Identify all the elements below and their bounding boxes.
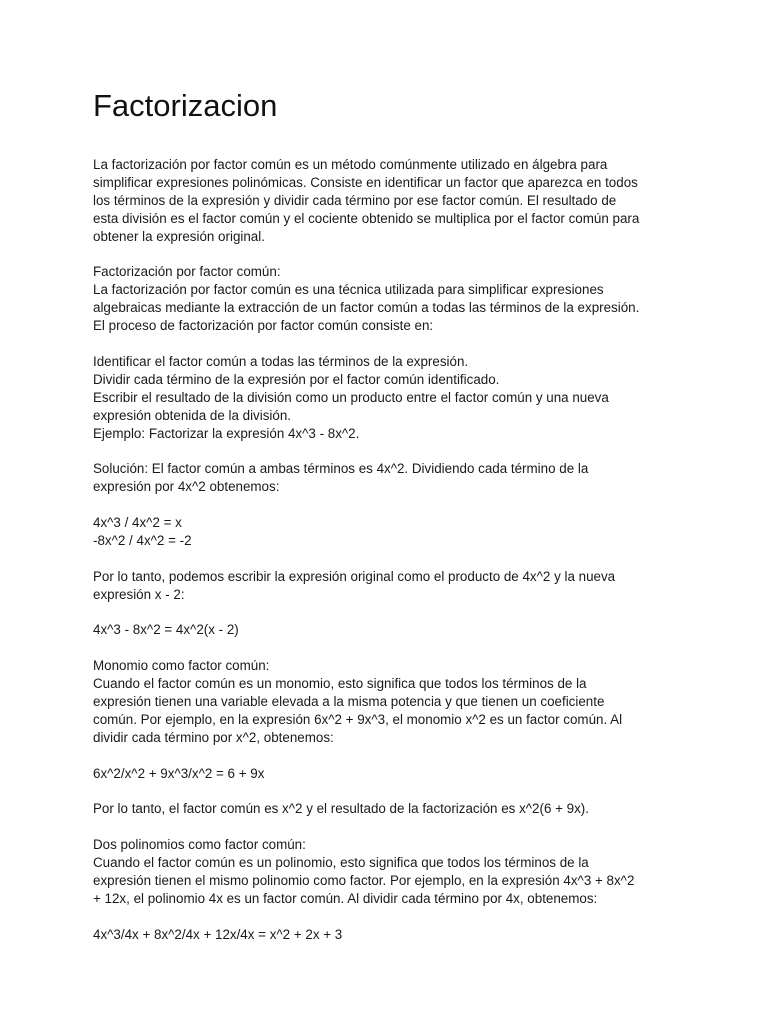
- text-line: Dividir cada término de la expresión por el factor común identificado.: [93, 371, 500, 387]
- text-line: expresión obtenida de la división.: [93, 407, 292, 423]
- paragraph: [93, 657, 683, 747]
- text-line: Factorización por factor común:: [93, 264, 281, 280]
- text-line: Solución: El factor común a ambas términos es 4x^2. Dividiendo cada término de la: [93, 461, 589, 477]
- document-title: Factorizacion: [93, 88, 278, 123]
- text-line: -8x^2 / 4x^2 = -2: [93, 532, 192, 548]
- text-line: algebraicas mediante la extracción de un factor común a todas las términos de la expresión.: [93, 300, 640, 316]
- paragraph: [93, 156, 683, 246]
- text-line: los términos de la expresión y dividir cada término por ese factor común. El resultado de: [93, 192, 617, 208]
- paragraph: [93, 460, 683, 496]
- paragraph: [93, 836, 683, 908]
- paragraph: [93, 263, 683, 335]
- text-line: simplificar expresiones polinómicas. Consiste en identificar un factor que aparezca en todos: [93, 174, 638, 190]
- text-line: El proceso de factorización por factor común consiste en:: [93, 318, 434, 334]
- document-body: [93, 156, 683, 944]
- text-line: expresión tienen una variable elevada a la misma potencia y que tienen un coeficiente: [93, 694, 605, 710]
- text-line: 4x^3/4x + 8x^2/4x + 12x/4x = x^2 + 2x + 3: [93, 926, 343, 942]
- paragraph: [93, 621, 683, 639]
- text-line: Escribir el resultado de la división como un producto entre el factor común y una nueva: [93, 389, 609, 405]
- paragraph: [93, 800, 683, 818]
- text-line: obtener la expresión original.: [93, 228, 265, 244]
- text-line: Por lo tanto, el factor común es x^2 y el resultado de la factorización es x^2(6 + 9x).: [93, 801, 589, 817]
- paragraph: [93, 765, 683, 783]
- text-line: La factorización por factor común es un método comúnmente utilizado en álgebra para: [93, 157, 608, 172]
- text-line: Identificar el factor común a todas las términos de la expresión.: [93, 353, 469, 369]
- text-line: expresión x - 2:: [93, 586, 185, 602]
- paragraph: [93, 353, 683, 443]
- text-line: 6x^2/x^2 + 9x^3/x^2 = 6 + 9x: [93, 765, 265, 781]
- document-page: [93, 84, 683, 962]
- paragraph: [93, 568, 683, 604]
- text-line: expresión tienen el mismo polinomio como factor. Por ejemplo, en la expresión 4x^3 + 8x^2: [93, 873, 635, 889]
- text-line: Por lo tanto, podemos escribir la expresión original como el producto de 4x^2 y la nueva: [93, 568, 616, 584]
- text-line: Dos polinomios como factor común:: [93, 837, 306, 853]
- text-line: Cuando el factor común es un monomio, esto significa que todos los términos de la: [93, 676, 587, 692]
- paragraph: [93, 514, 683, 550]
- text-line: esta división es el factor común y el cociente obtenido se multiplica por el factor común para: [93, 210, 640, 226]
- text-line: dividir cada término por x^2, obtenemos:: [93, 729, 334, 745]
- text-line: expresión por 4x^2 obtenemos:: [93, 479, 280, 495]
- text-line: 4x^3 / 4x^2 = x: [93, 515, 182, 531]
- paragraph: [93, 926, 683, 944]
- text-line: La factorización por factor común es una técnica utilizada para simplificar expresiones: [93, 282, 604, 298]
- text-line: común. Por ejemplo, en la expresión 6x^2 + 9x^3, el monomio x^2 es un factor común. Al: [93, 711, 623, 727]
- text-line: 4x^3 - 8x^2 = 4x^2(x - 2): [93, 622, 239, 638]
- text-line: Cuando el factor común es un polinomio, esto significa que todos los términos de la: [93, 855, 589, 871]
- text-line: + 12x, el polinomio 4x es un factor común. Al dividir cada término por 4x, obtenemos:: [93, 891, 598, 906]
- text-line: Ejemplo: Factorizar la expresión 4x^3 - 8x^2.: [93, 425, 360, 441]
- text-line: Monomio como factor común:: [93, 658, 270, 674]
